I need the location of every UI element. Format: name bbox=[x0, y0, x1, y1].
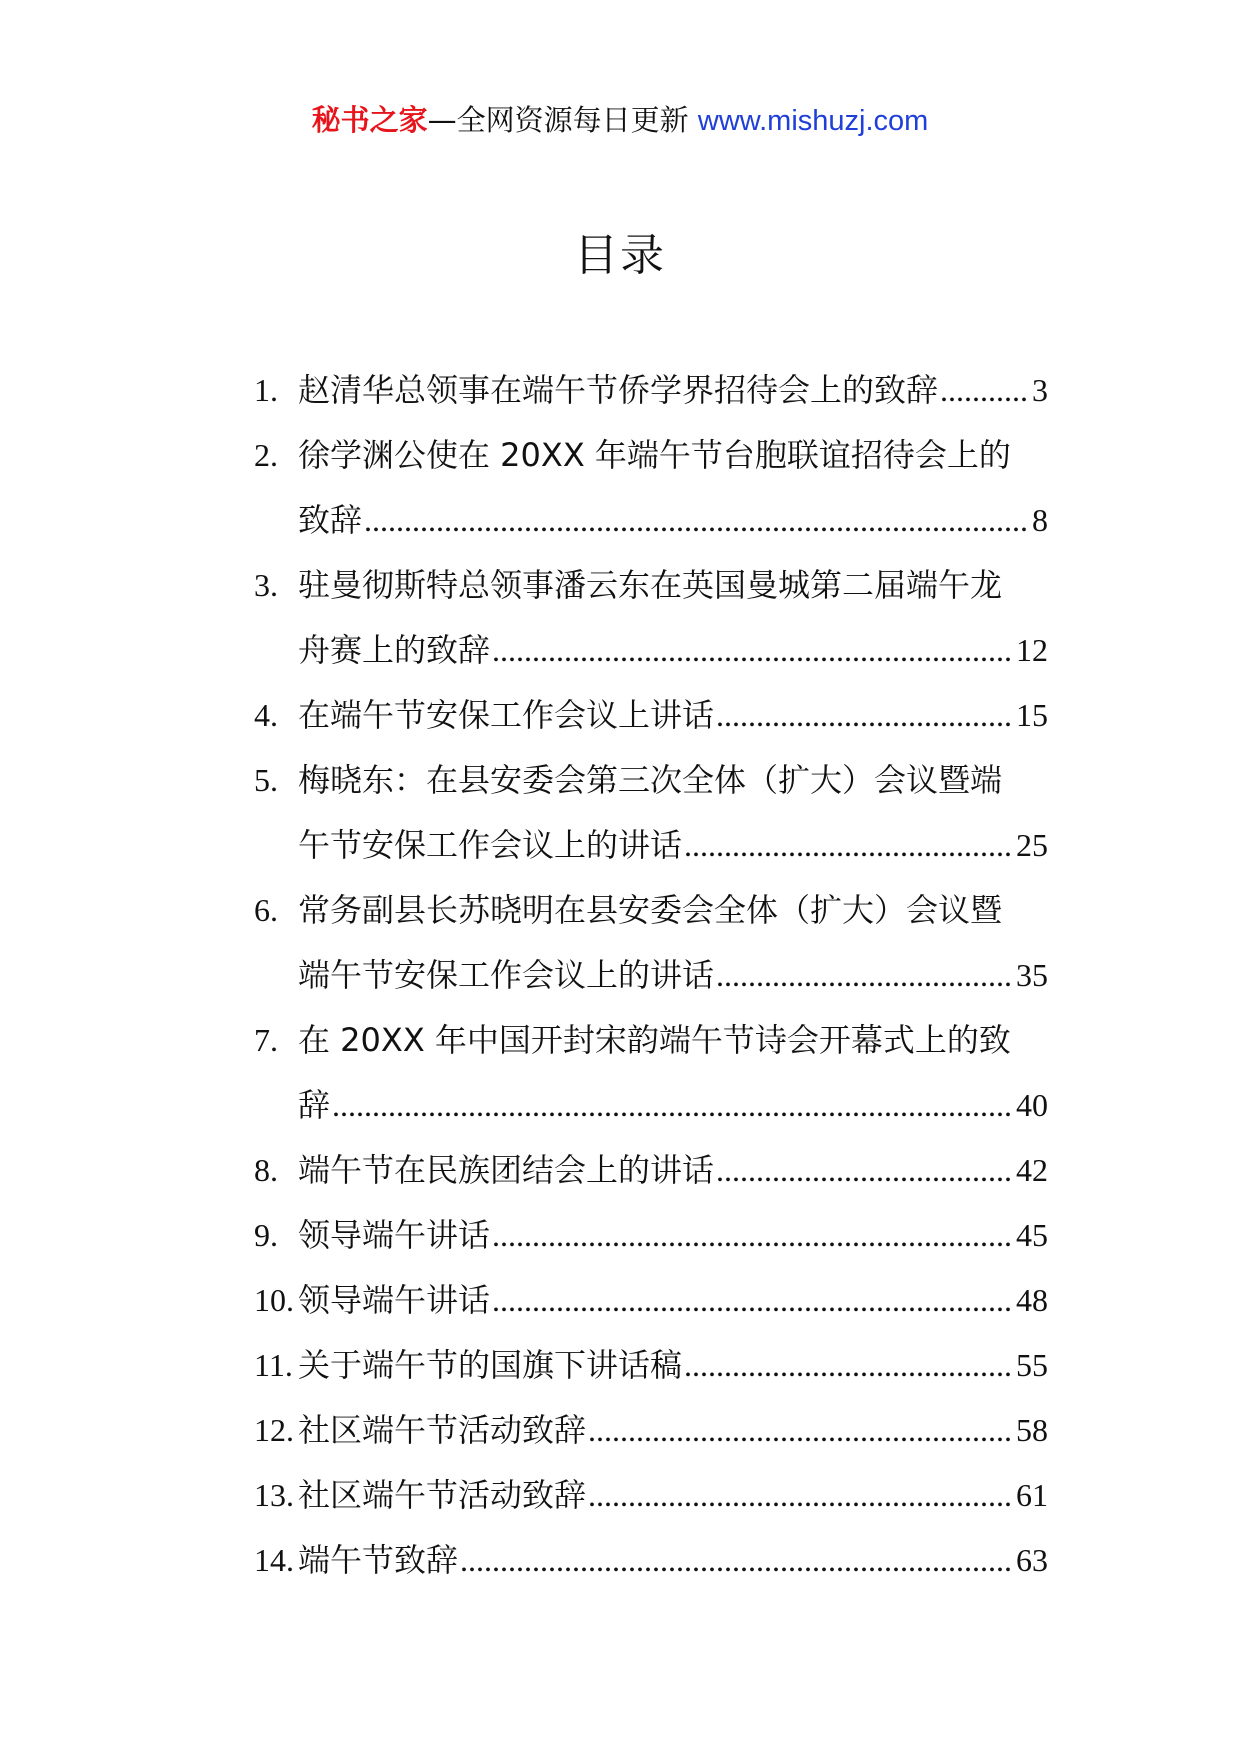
toc-dot-leader bbox=[364, 488, 1030, 553]
toc-dot-leader bbox=[460, 1528, 1014, 1593]
toc-entry-line bbox=[254, 943, 1048, 1008]
toc-page-number: 58 bbox=[1016, 1412, 1048, 1448]
toc-dot-leader bbox=[588, 1463, 1014, 1528]
toc-page-number: 3 bbox=[1032, 372, 1048, 408]
toc-entry[interactable] bbox=[254, 1463, 1048, 1528]
toc-entry-number: 5. bbox=[254, 762, 278, 798]
toc-entry[interactable] bbox=[254, 1138, 1048, 1203]
toc-entry-number: 7. bbox=[254, 1022, 278, 1058]
toc-entry-line bbox=[254, 1398, 1048, 1463]
toc-entry-title: 舟赛上的致辞 bbox=[298, 631, 491, 669]
toc-entry-number: 12. bbox=[254, 1412, 294, 1448]
toc-entry-line bbox=[254, 488, 1048, 553]
toc-entry[interactable] bbox=[254, 748, 1048, 878]
brand-name: 秘书之家 bbox=[311, 103, 428, 137]
toc-entry-line bbox=[254, 1268, 1048, 1333]
toc-entry-number: 1. bbox=[254, 372, 278, 408]
toc-entry-line bbox=[254, 423, 1048, 488]
toc-entry-title: 赵清华总领事在端午节侨学界招待会上的致辞 bbox=[298, 371, 939, 409]
page-title: 目录 bbox=[574, 230, 666, 281]
toc-entry-line bbox=[254, 358, 1048, 423]
toc-entry[interactable] bbox=[254, 358, 1048, 423]
toc-entry-number: 3. bbox=[254, 567, 278, 603]
toc-entry-line bbox=[254, 1203, 1048, 1268]
toc-entry-title: 梅晓东：在县安委会第三次全体（扩大）会议暨端 bbox=[298, 761, 1003, 799]
toc-page-number: 63 bbox=[1016, 1542, 1048, 1578]
toc-entry-line bbox=[254, 1008, 1048, 1073]
toc-entry-title: 驻曼彻斯特总领事潘云东在英国曼城第二届端午龙 bbox=[298, 566, 1003, 604]
toc-page-number: 42 bbox=[1016, 1152, 1048, 1188]
toc-entry-line bbox=[254, 1138, 1048, 1203]
toc-entry-title: 端午节安保工作会议上的讲话 bbox=[298, 956, 715, 994]
toc-entry-title: 社区端午节活动致辞 bbox=[298, 1476, 587, 1514]
toc-entry[interactable] bbox=[254, 553, 1048, 683]
toc-dot-leader bbox=[492, 618, 1014, 683]
toc-entry-line bbox=[254, 748, 1048, 813]
toc-entry[interactable] bbox=[254, 1333, 1048, 1398]
toc-entry[interactable] bbox=[254, 1008, 1048, 1138]
toc-entry-title: 辞 bbox=[298, 1086, 331, 1124]
toc-entry-number: 8. bbox=[254, 1152, 278, 1188]
toc-page-number: 12 bbox=[1016, 632, 1048, 668]
site-url-link[interactable]: www.mishuzj.com bbox=[697, 105, 929, 137]
toc-entry[interactable] bbox=[254, 683, 1048, 748]
toc-page-number: 8 bbox=[1032, 502, 1048, 538]
toc-entry-line bbox=[254, 1463, 1048, 1528]
toc-entry-number: 11. bbox=[254, 1347, 293, 1383]
site-banner bbox=[0, 100, 1240, 141]
toc-page-number: 48 bbox=[1016, 1282, 1048, 1318]
toc-page-number: 25 bbox=[1016, 827, 1048, 863]
toc-entry-title: 致辞 bbox=[298, 501, 363, 539]
toc-entry-title: 端午节致辞 bbox=[298, 1541, 459, 1579]
toc-page-number: 40 bbox=[1016, 1087, 1048, 1123]
toc-entry-line bbox=[254, 1333, 1048, 1398]
toc-entry-line bbox=[254, 1073, 1048, 1138]
toc-entry-number: 9. bbox=[254, 1217, 278, 1253]
toc-dot-leader bbox=[492, 1268, 1014, 1333]
toc-dot-leader bbox=[940, 358, 1030, 423]
toc-entry[interactable] bbox=[254, 1528, 1048, 1593]
toc-entry-title: 关于端午节的国旗下讲话稿 bbox=[298, 1346, 683, 1384]
toc-entry-number: 10. bbox=[254, 1282, 294, 1318]
toc-entry-line bbox=[254, 1528, 1048, 1593]
toc-entry-line bbox=[254, 878, 1048, 943]
toc-entry[interactable] bbox=[254, 878, 1048, 1008]
toc-page-number: 55 bbox=[1016, 1347, 1048, 1383]
toc-dot-leader bbox=[492, 1203, 1014, 1268]
toc-entry-number: 6. bbox=[254, 892, 278, 928]
toc-dot-leader bbox=[684, 1333, 1014, 1398]
toc-entry-number: 13. bbox=[254, 1477, 294, 1513]
toc-entry[interactable] bbox=[254, 1268, 1048, 1333]
toc-entry[interactable] bbox=[254, 1203, 1048, 1268]
toc-entry-title: 常务副县长苏晓明在县安委会全体（扩大）会议暨 bbox=[298, 891, 1003, 929]
toc-dot-leader bbox=[716, 1138, 1014, 1203]
toc-page-number: 15 bbox=[1016, 697, 1048, 733]
toc-entry-number: 14. bbox=[254, 1542, 294, 1578]
toc-entry-title: 领导端午讲话 bbox=[298, 1281, 491, 1319]
toc-entry-title: 徐学渊公使在 20XX 年端午节台胞联谊招待会上的 bbox=[298, 436, 1011, 474]
toc-entry-number: 4. bbox=[254, 697, 278, 733]
toc-entry-title: 午节安保工作会议上的讲话 bbox=[298, 826, 683, 864]
toc-page-number: 35 bbox=[1016, 957, 1048, 993]
banner-tagline: —全网资源每日更新 bbox=[427, 103, 698, 137]
toc-entry-line bbox=[254, 553, 1048, 618]
toc-page-number: 45 bbox=[1016, 1217, 1048, 1253]
toc-dot-leader bbox=[716, 683, 1014, 748]
toc-entry-title: 社区端午节活动致辞 bbox=[298, 1411, 587, 1449]
toc-entry[interactable] bbox=[254, 1398, 1048, 1463]
toc-entry-line bbox=[254, 618, 1048, 683]
toc-entry-number: 2. bbox=[254, 437, 278, 473]
toc-page-number: 61 bbox=[1016, 1477, 1048, 1513]
toc-entry-line bbox=[254, 813, 1048, 878]
toc-dot-leader bbox=[332, 1073, 1014, 1138]
toc-entry-line bbox=[254, 683, 1048, 748]
toc-dot-leader bbox=[684, 813, 1014, 878]
toc-entry[interactable] bbox=[254, 423, 1048, 553]
toc-dot-leader bbox=[588, 1398, 1014, 1463]
toc-entry-title: 在端午节安保工作会议上讲话 bbox=[298, 696, 715, 734]
table-of-contents bbox=[254, 358, 1048, 1593]
toc-entry-title: 在 20XX 年中国开封宋韵端午节诗会开幕式上的致 bbox=[298, 1021, 1011, 1059]
toc-entry-title: 领导端午讲话 bbox=[298, 1216, 491, 1254]
toc-dot-leader bbox=[716, 943, 1014, 1008]
toc-entry-title: 端午节在民族团结会上的讲话 bbox=[298, 1151, 715, 1189]
